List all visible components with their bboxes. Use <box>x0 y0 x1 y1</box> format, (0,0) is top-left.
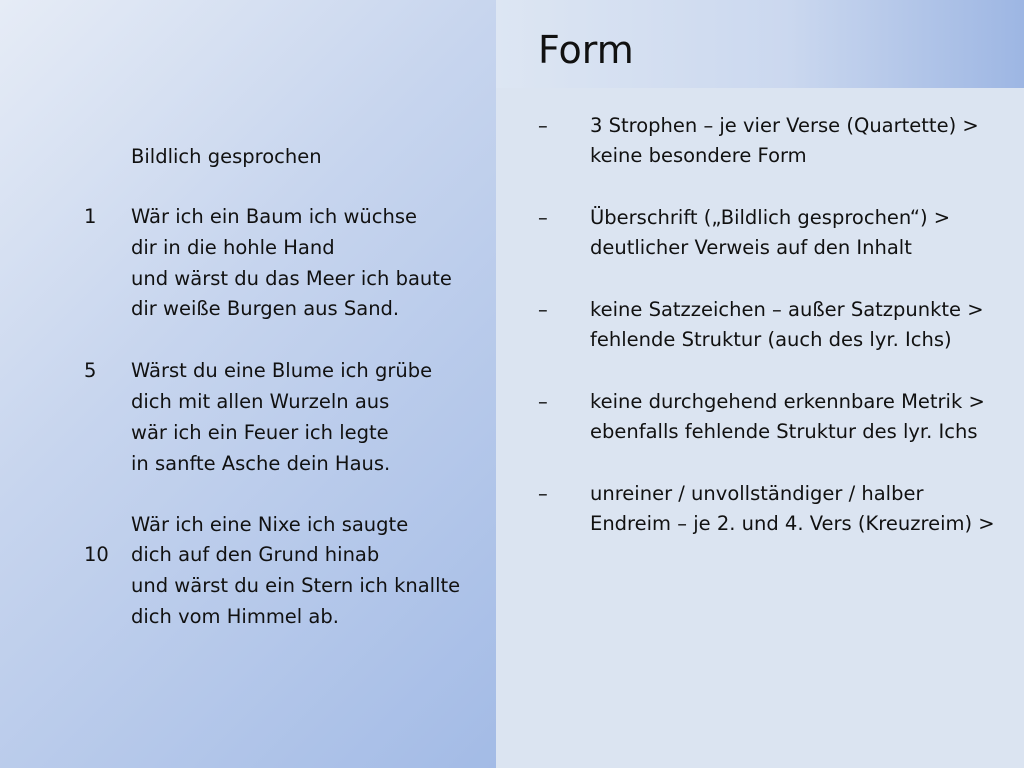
bullet-text: keine durchgehend erkennbare Metrik > <box>590 390 985 413</box>
bullet-text: ebenfalls fehlende Struktur des lyr. Ichs <box>590 420 978 443</box>
verse-line: dich mit allen Wurzeln aus <box>131 390 390 413</box>
bullet-text: keine besondere Form <box>590 144 807 167</box>
verse-line: und wärst du das Meer ich baute <box>131 267 452 290</box>
verse-line: in sanfte Asche dein Haus. <box>131 452 391 475</box>
bullet-text: 3 Strophen – je vier Verse (Quartette) > <box>590 114 979 137</box>
verse-line: Wärst du eine Blume ich grübe <box>131 359 433 382</box>
dash-bullet-icon: – <box>538 298 548 321</box>
bullet-text: Überschrift („Bildlich gesprochen“) > <box>590 206 951 229</box>
verse-number: 5 <box>84 359 97 382</box>
bullet-text: unreiner / unvollständiger / halber <box>590 482 924 505</box>
verse-line: und wärst du ein Stern ich knallte <box>131 574 461 597</box>
slide-title: Form <box>538 28 634 72</box>
poem-title: Bildlich gesprochen <box>131 145 322 168</box>
verse-number: 10 <box>84 543 109 566</box>
verse-line: dir weiße Burgen aus Sand. <box>131 297 400 320</box>
dash-bullet-icon: – <box>538 390 548 413</box>
verse-line: dich auf den Grund hinab <box>131 543 380 566</box>
bullet-text: keine Satzzeichen – außer Satzpunkte > <box>590 298 984 321</box>
verse-line: wär ich ein Feuer ich legte <box>131 421 389 444</box>
verse-number: 1 <box>84 205 97 228</box>
verse-line: Wär ich eine Nixe ich saugte <box>131 513 409 536</box>
dash-bullet-icon: – <box>538 114 548 137</box>
bullet-text: Endreim – je 2. und 4. Vers (Kreuzreim) > <box>590 512 995 535</box>
verse-line: Wär ich ein Baum ich wüchse <box>131 205 417 228</box>
dash-bullet-icon: – <box>538 482 548 505</box>
dash-bullet-icon: – <box>538 206 548 229</box>
verse-line: dich vom Himmel ab. <box>131 605 339 628</box>
bullet-text: deutlicher Verweis auf den Inhalt <box>590 236 912 259</box>
bullet-text: fehlende Struktur (auch des lyr. Ichs) <box>590 328 952 351</box>
verse-line: dir in die hohle Hand <box>131 236 335 259</box>
